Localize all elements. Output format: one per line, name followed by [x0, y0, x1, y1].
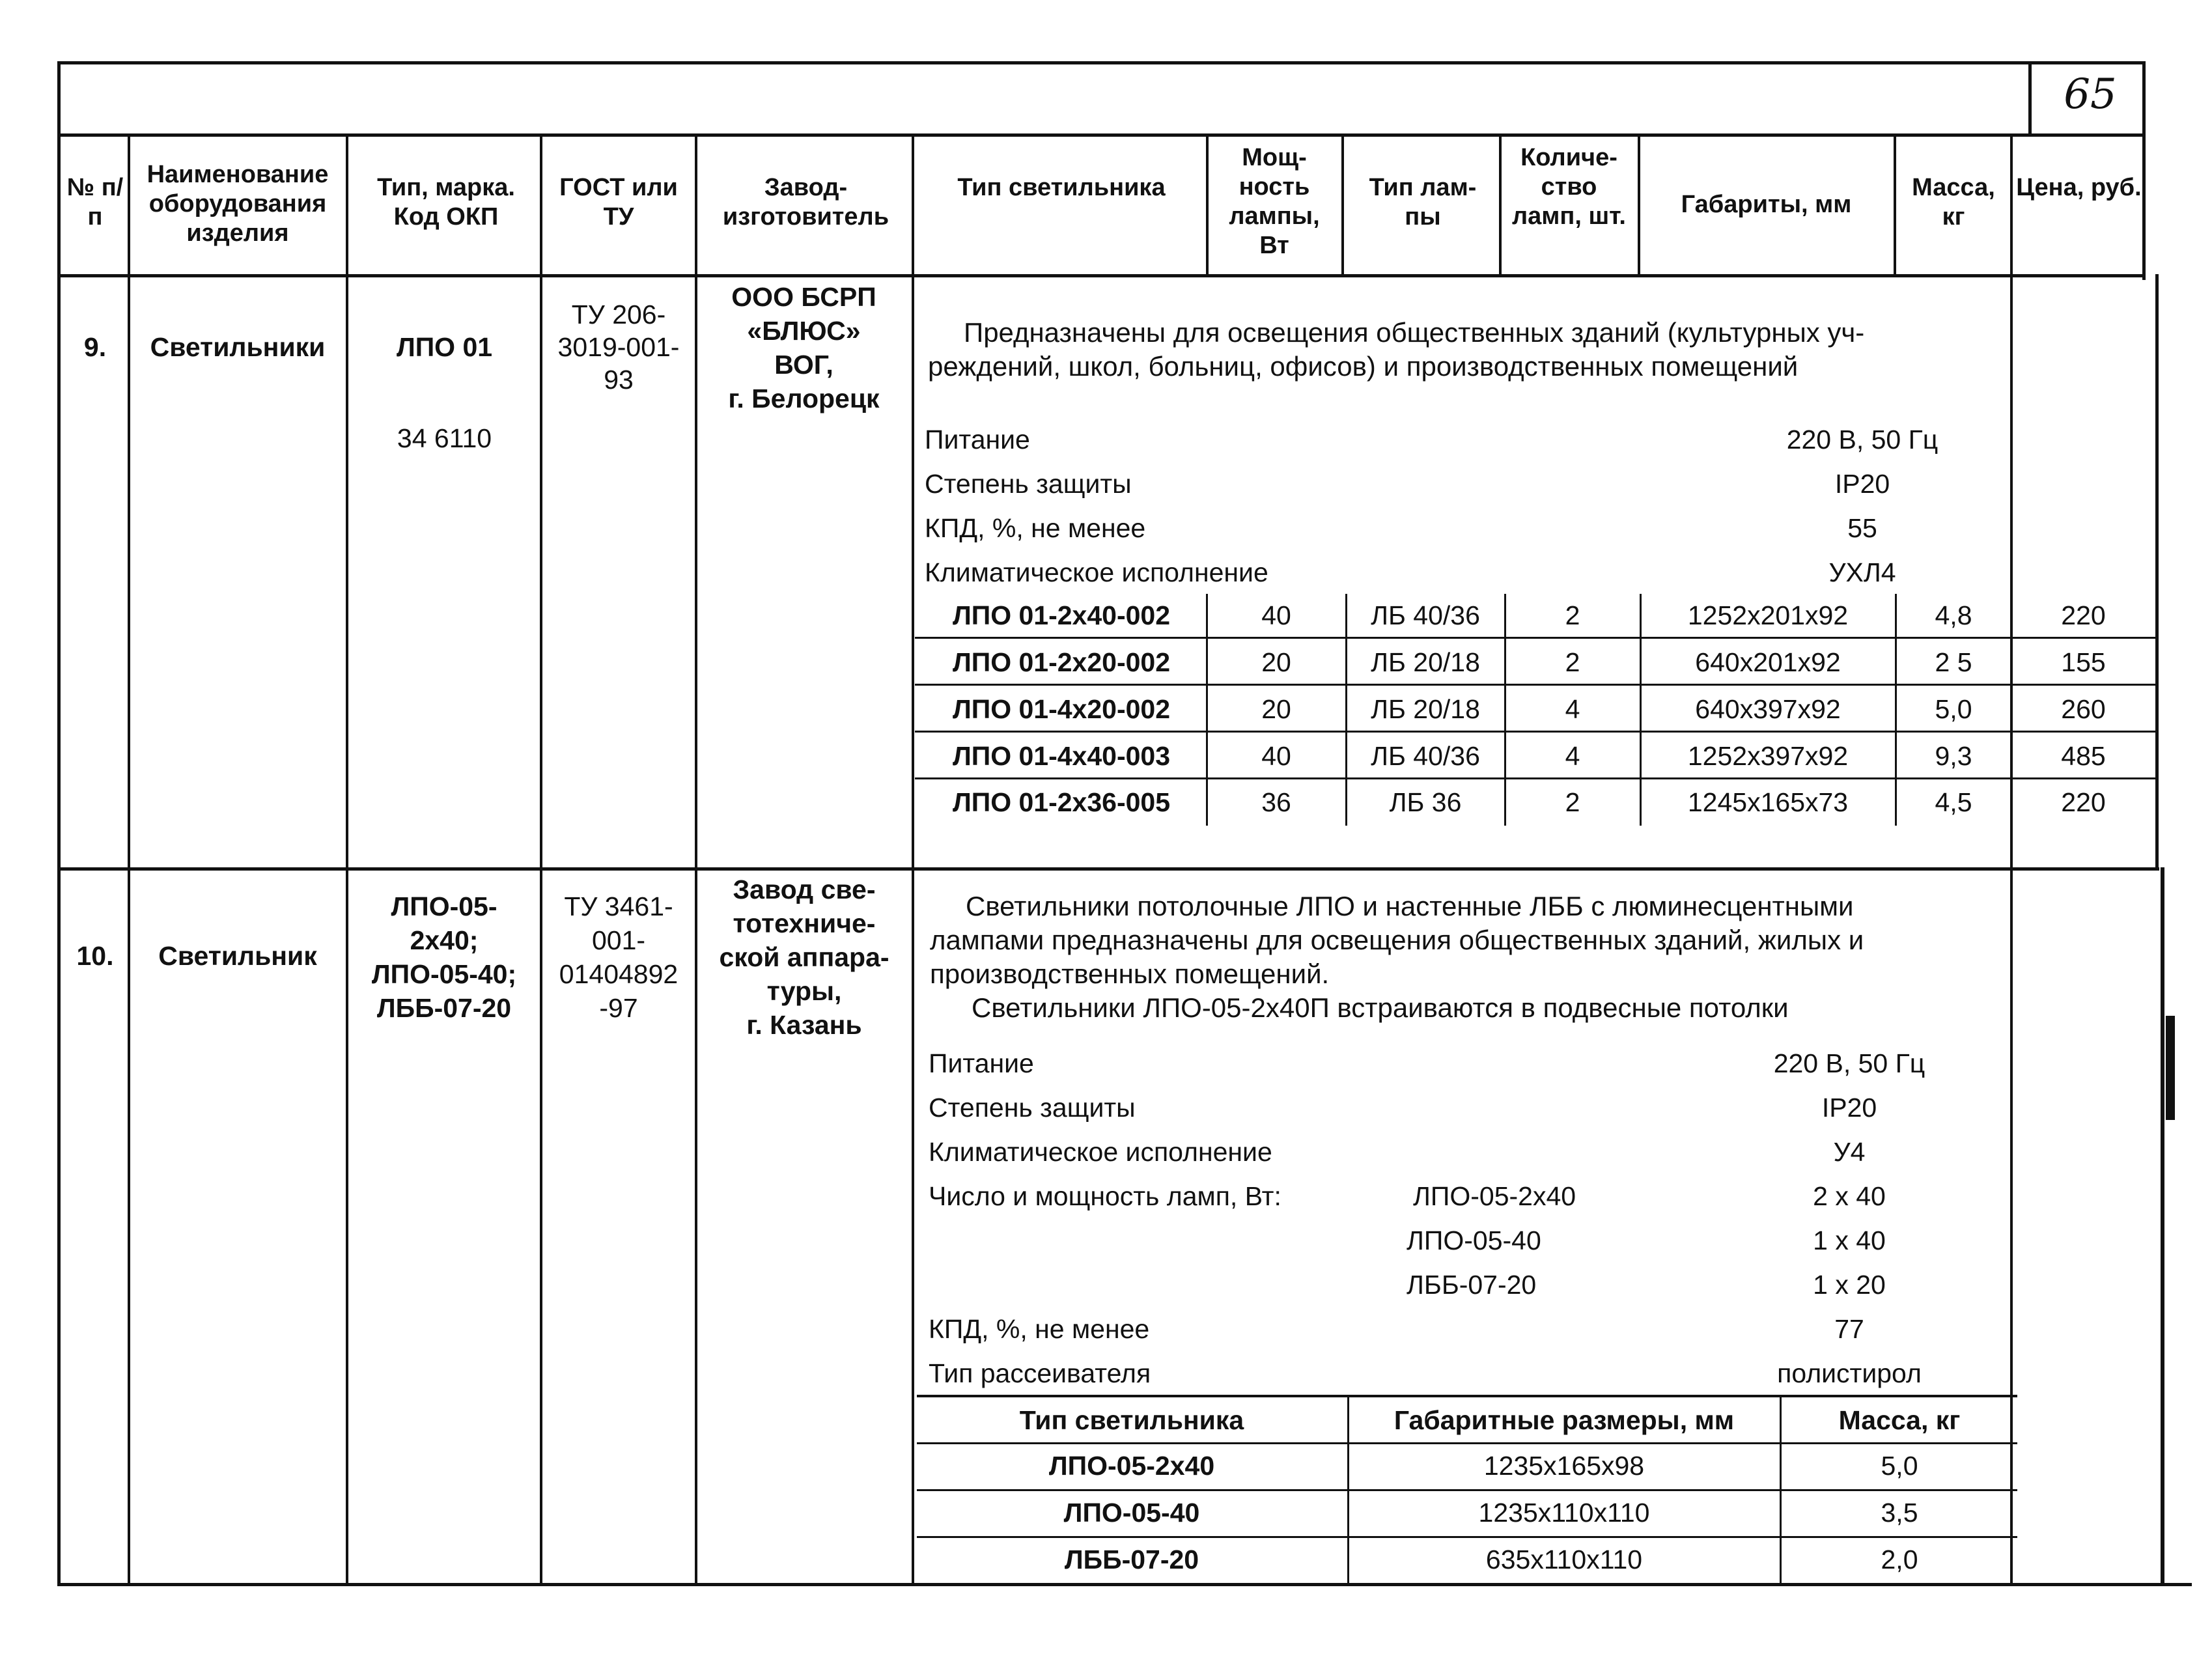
r10-sub-mass: 2,0: [1881, 1545, 1918, 1574]
header-power: Мощ-ность лампы, Вт: [1229, 144, 1320, 259]
r10-sub-header-mass: Масса, кг: [1838, 1405, 1961, 1435]
r10-gost: ТУ 3461- 001- 01404892 -97: [559, 891, 679, 1023]
r9-item-qty: 4: [1565, 741, 1580, 771]
r9-num: 9.: [83, 332, 107, 362]
r10-spec-value: У4: [1833, 1137, 1866, 1167]
col-line-dims: [1638, 133, 1640, 275]
r10-type: ЛПО-05- 2х40; ЛПО-05-40; ЛББ-07-20: [371, 891, 517, 1023]
col-line-price: [2010, 133, 2013, 1586]
header-price: Цена, руб.: [2016, 174, 2142, 201]
r10-sub-header-type: Тип светильника: [1019, 1405, 1244, 1435]
r9-item-power: 40: [1261, 600, 1291, 630]
table-border-bottom: [57, 1583, 2192, 1586]
r10-spec-label: Питание: [929, 1048, 1034, 1078]
table-border-right: [2142, 61, 2146, 280]
col-line-4: [695, 133, 697, 1586]
r9-grid-v4: [1640, 594, 1642, 826]
r10-sub-h2: [917, 1489, 2017, 1491]
r9-spec-value: УХЛ4: [1828, 557, 1896, 587]
r9-spec-label: КПД, %, не менее: [925, 513, 1146, 543]
r10-spec-value: 220 В, 50 Гц: [1773, 1048, 1925, 1078]
r9-type: ЛПО 01: [396, 332, 493, 362]
r9-item-model: ЛПО 01-4х40-003: [952, 741, 1171, 771]
r9-item-power: 36: [1261, 787, 1291, 817]
r10-sub-v2: [1780, 1395, 1782, 1585]
r9-item-qty: 2: [1565, 600, 1580, 630]
r10-sub-mass: 3,5: [1881, 1498, 1918, 1528]
r9-grid-v3: [1504, 594, 1506, 826]
row-divider: [57, 867, 2159, 871]
table-border-right-bottom: [2161, 867, 2164, 1586]
r9-item-lamp: ЛБ 40/36: [1371, 741, 1480, 771]
r10-spec-value: полистирол: [1777, 1358, 1922, 1388]
header-name: Наименование оборудования изделия: [147, 161, 329, 247]
header-type: Тип, марка. Код ОКП: [377, 174, 515, 231]
r9-item-price: 485: [2061, 741, 2106, 771]
header-fixture-type: Тип светильника: [957, 174, 1166, 201]
r9-factory: ООО БСРП «БЛЮС» ВОГ, г. Белорецк: [728, 282, 880, 413]
col-line-power: [1206, 133, 1209, 275]
r9-item-power: 20: [1261, 647, 1291, 677]
r9-okp: 34 6110: [397, 423, 492, 453]
r10-lamps-label: Число и мощность ламп, Вт:: [929, 1181, 1281, 1211]
r9-spec-label: Степень защиты: [925, 469, 1132, 499]
r9-item-mass: 9,3: [1935, 741, 1972, 771]
r9-item-dims: 1252х397х92: [1687, 741, 1849, 771]
scan-mark: [2166, 1016, 2175, 1120]
r9-description: Предназначены для освещения общественных зданий (культурных уч- реждений, школ, больниц, офисов) и производственных помещений: [928, 317, 1865, 382]
header-qty: Количе-ство ламп, шт.: [1512, 144, 1626, 230]
r10-spec-label: КПД, %, не менее: [929, 1314, 1150, 1344]
r9-spec-value: IP20: [1834, 469, 1890, 499]
r9-spec-label: Питание: [925, 425, 1030, 454]
r9-item-price: 220: [2061, 787, 2106, 817]
col-line-mass: [1894, 133, 1896, 275]
r10-num: 10.: [76, 941, 114, 971]
r10-lamp-value: 1 х 20: [1813, 1270, 1886, 1300]
table-border-right-lower: [2155, 274, 2159, 869]
r9-item-lamp: ЛБ 20/18: [1371, 647, 1480, 677]
page-number-box-line: [2028, 61, 2032, 135]
r10-sub-v1: [1347, 1395, 1349, 1585]
r9-grid-v5: [1895, 594, 1897, 826]
r10-sub-model: ЛББ-07-20: [1064, 1545, 1199, 1574]
r10-sub-header-dims: Габаритные размеры, мм: [1393, 1405, 1735, 1435]
r9-item-price: 220: [2061, 600, 2106, 630]
r9-name: Светильники: [150, 332, 326, 362]
r9-item-qty: 2: [1565, 787, 1580, 817]
r9-spec-value: 55: [1847, 513, 1877, 543]
r10-name: Светильник: [158, 941, 317, 971]
r9-item-mass: 2 5: [1935, 647, 1972, 677]
r10-sub-mass: 5,0: [1881, 1451, 1918, 1481]
r9-item-lamp: ЛБ 20/18: [1371, 694, 1480, 724]
r9-item-qty: 4: [1565, 694, 1580, 724]
r9-item-power: 40: [1261, 741, 1291, 771]
r10-spec-label: Тип рассеивателя: [929, 1358, 1151, 1388]
r10-sub-h1: [917, 1442, 2017, 1444]
r10-sub-dims: 1235х110х110: [1478, 1498, 1650, 1528]
r9-item-mass: 5,0: [1935, 694, 1972, 724]
r9-item-model: ЛПО 01-4х20-002: [952, 694, 1171, 724]
r9-item-lamp: ЛБ 36: [1389, 787, 1462, 817]
header-num: № п/п: [66, 174, 124, 231]
r10-description-2: Светильники ЛПО-05-2х40П встраиваются в подвесные потолки: [972, 992, 1789, 1023]
header-factory: Завод-изготовитель: [722, 174, 889, 231]
col-line-5: [912, 133, 914, 1586]
header-mass: Масса, кг: [1912, 174, 1995, 231]
r9-grid-h1: [915, 637, 2155, 639]
header-top-line: [57, 133, 2145, 137]
r10-spec-value: 77: [1834, 1314, 1864, 1344]
r9-gost: ТУ 206- 3019-001- 93: [557, 300, 680, 395]
r9-item-dims: 640х201х92: [1695, 647, 1841, 677]
r10-spec-label: Степень защиты: [929, 1093, 1136, 1123]
header-lamp-type: Тип лам-пы: [1369, 174, 1477, 231]
r9-grid-h2: [915, 684, 2155, 686]
r9-grid-v2: [1345, 594, 1347, 826]
r9-item-mass: 4,8: [1935, 600, 1972, 630]
col-line-lamp: [1341, 133, 1344, 275]
r10-sub-dims: 635х110х110: [1485, 1545, 1643, 1574]
r9-item-dims: 1245х165х73: [1687, 787, 1849, 817]
r10-lamp-model: ЛПО-05-2х40: [1413, 1181, 1576, 1211]
page-number: 65: [2064, 70, 2117, 119]
r10-sub-h3: [917, 1536, 2017, 1538]
r9-item-dims: 1252х201х92: [1687, 600, 1849, 630]
r10-lamp-model: ЛПО-05-40: [1407, 1225, 1541, 1255]
r9-grid-h4: [915, 777, 2155, 779]
r10-factory: Завод све- тотехниче- ской аппара- туры, г. Казань: [719, 874, 889, 1040]
r10-lamp-value: 2 х 40: [1813, 1181, 1886, 1211]
r10-sub-top: [917, 1395, 2017, 1397]
col-line-3: [540, 133, 542, 1586]
col-line-qty: [1499, 133, 1502, 275]
r10-spec-value: IP20: [1821, 1093, 1877, 1123]
r9-item-price: 260: [2061, 694, 2106, 724]
r10-sub-model: ЛПО-05-40: [1063, 1498, 1200, 1528]
r9-item-model: ЛПО 01-2х20-002: [952, 647, 1171, 677]
header-gost: ГОСТ или ТУ: [559, 174, 678, 231]
r10-sub-dims: 1235х165х98: [1483, 1451, 1645, 1481]
header-dims: Габариты, мм: [1681, 191, 1852, 218]
r9-grid-h3: [915, 731, 2155, 733]
header-bottom-line: [57, 274, 2145, 277]
r9-item-qty: 2: [1565, 647, 1580, 677]
r9-item-dims: 640х397х92: [1695, 694, 1841, 724]
r9-spec-label: Климатическое исполнение: [925, 557, 1268, 587]
r9-item-power: 20: [1261, 694, 1291, 724]
r9-item-model: ЛПО 01-2х36-005: [952, 787, 1171, 817]
r10-lamp-model: ЛББ-07-20: [1407, 1270, 1537, 1300]
r9-spec-value: 220 В, 50 Гц: [1786, 425, 1939, 454]
r10-sub-model: ЛПО-05-2х40: [1048, 1451, 1215, 1481]
r9-item-mass: 4,5: [1935, 787, 1972, 817]
r9-item-model: ЛПО 01-2х40-002: [952, 600, 1171, 630]
table-border-top: [57, 61, 2145, 64]
col-line-2: [346, 133, 348, 1586]
r9-item-price: 155: [2061, 647, 2106, 677]
r10-spec-label: Климатическое исполнение: [929, 1137, 1272, 1167]
r9-grid-v1: [1206, 594, 1208, 826]
table-border-left: [57, 61, 61, 1586]
r10-description: Светильники потолочные ЛПО и настенные ЛББ с люминесцентными лампами предназначены для освещения общественных зданий, жилых и производственных помещений.: [930, 891, 1864, 989]
r9-item-lamp: ЛБ 40/36: [1371, 600, 1480, 630]
r10-lamp-value: 1 х 40: [1813, 1225, 1886, 1255]
